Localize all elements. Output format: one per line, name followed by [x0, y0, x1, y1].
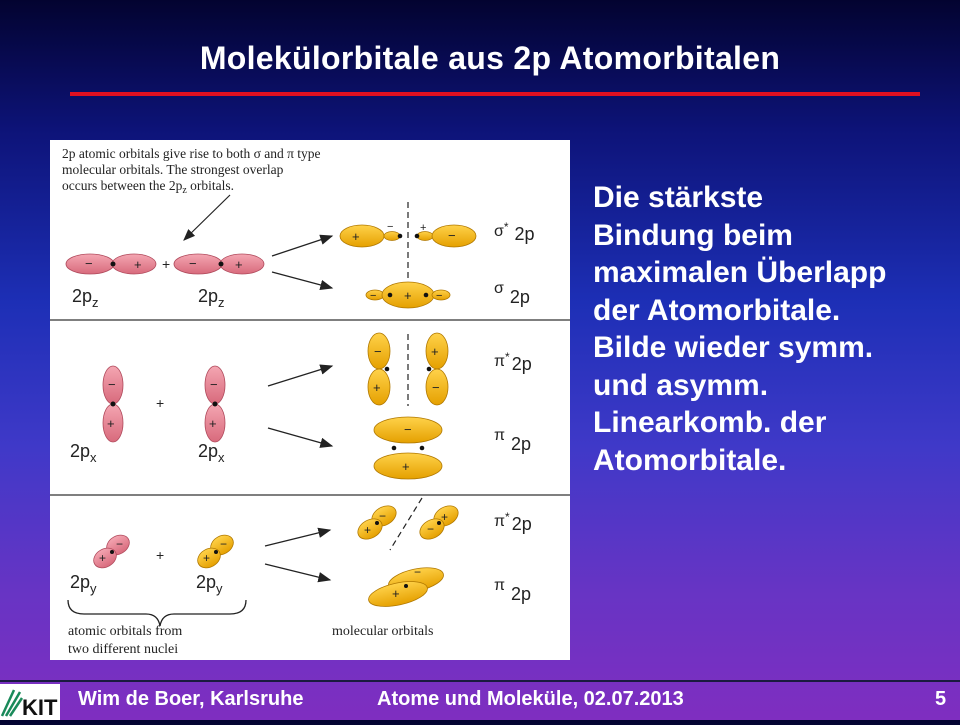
page-number: 5 [935, 688, 947, 710]
plus-operator: + [162, 256, 171, 272]
label-2px-right: $2p_x$ [198, 441, 225, 465]
explanation-line: Die stärkste [593, 181, 764, 214]
minus-sign: − [374, 344, 382, 359]
minus-sign: − [448, 228, 456, 243]
orbital-figure [50, 140, 570, 660]
mo-pi-star-2py [354, 502, 462, 544]
kit-logo-mark [0, 684, 60, 720]
mo-pi-2py [366, 563, 445, 611]
intro-line-3: occurs between the $2p_z$ orbitals. [62, 178, 235, 196]
caption-molecular: molecular orbitals [332, 624, 434, 639]
plus-sign: + [107, 416, 115, 431]
minus-sign: − [427, 522, 435, 536]
minus-sign: − [436, 290, 443, 302]
minus-sign: − [370, 290, 377, 302]
minus-sign: − [210, 377, 218, 392]
plus-sign: + [373, 380, 381, 395]
intro-line-1: 2p atomic orbitals give rise to both σ and π type [62, 146, 321, 161]
minus-sign: − [220, 537, 228, 551]
explanation-line: Atomorbitale. [593, 443, 787, 477]
arrow-to-pi [265, 564, 330, 580]
minus-sign: − [108, 377, 116, 392]
explanation-line: und asymm. [593, 368, 769, 402]
plus-operator: + [156, 547, 165, 563]
grouping-brace [68, 600, 246, 626]
explanation-text [593, 179, 958, 479]
intro-line-2: molecular orbitals. The strongest overlap [62, 162, 284, 177]
explanation-line: Bilde wieder symm. [593, 331, 874, 364]
minus-sign: − [414, 565, 422, 579]
plus-sign: + [431, 344, 439, 359]
plus-sign: + [364, 523, 372, 537]
label-pi-star-2p: π* 2p [494, 510, 532, 534]
explanation-line: Linearkomb. der [593, 406, 827, 439]
footer-author: Wim de Boer, Karlsruhe [78, 688, 304, 710]
plus-sign: + [420, 222, 427, 234]
footer-lecture: Atome und Moleküle, 02.07.2013 [377, 688, 684, 710]
intro-pointer-arrow [184, 195, 230, 240]
minus-sign: − [189, 256, 197, 271]
plus-sign: + [404, 288, 412, 303]
atomic-orbital-2pz-right [174, 254, 264, 274]
label-pi-2p: π 2p [494, 577, 532, 604]
plus-sign: + [209, 416, 217, 431]
caption-atomic-line-2: two different nuclei [68, 642, 179, 657]
minus-sign: − [432, 380, 440, 395]
plus-sign: + [99, 551, 107, 565]
plus-sign: + [352, 229, 360, 244]
arrow-to-sigma-star [272, 236, 332, 256]
label-sigma-star-2p: σ* 2p [494, 220, 535, 244]
plus-sign: + [235, 257, 243, 272]
minus-sign: − [387, 221, 394, 233]
minus-sign: − [404, 422, 412, 437]
label-sigma-2p: σ 2p [494, 280, 530, 307]
label-2py-right: $2p_y$ [196, 572, 223, 596]
plus-sign: + [392, 586, 400, 601]
arrow-to-pi-star [265, 530, 330, 546]
atomic-orbital-2py-left [90, 531, 133, 572]
footer-divider [0, 680, 960, 682]
arrow-to-sigma [272, 272, 332, 288]
atomic-orbital-2py-right [194, 531, 237, 572]
plus-sign: + [441, 510, 449, 524]
label-2pz-right: $2p_z$ [198, 286, 225, 310]
atomic-orbital-2px-left [103, 366, 123, 442]
arrow-to-pi-star [268, 366, 332, 386]
label-pi-2p: π 2p [494, 427, 532, 454]
plus-operator: + [156, 395, 165, 411]
atomic-orbital-2pz-left [66, 254, 156, 274]
arrow-to-pi [268, 428, 332, 446]
mo-pi-2px [374, 417, 442, 479]
label-2px-left: $2p_x$ [70, 441, 97, 465]
slide-title: Molekülorbitale aus 2p Atomorbitalen [199, 40, 781, 76]
plus-sign: + [203, 551, 211, 565]
minus-sign: − [85, 256, 93, 271]
nodal-plane [390, 498, 422, 550]
explanation-line: der Atomorbitale. [593, 293, 841, 327]
explanation-line: Bindung beim [593, 218, 793, 252]
orbital-diagram [50, 140, 570, 660]
kit-logo [0, 684, 60, 720]
atomic-orbital-2px-right [205, 366, 225, 442]
kit-logo-text: KIT [22, 695, 58, 720]
label-2pz-left: $2p_z$ [72, 286, 99, 310]
label-2py-left: $2p_y$ [70, 572, 97, 596]
mo-sigma-2p [366, 282, 450, 308]
explanation-line: maximalen Überlapp [593, 256, 887, 289]
title-underline [70, 92, 920, 96]
caption-atomic-line-1: atomic orbitals from [68, 624, 183, 639]
minus-sign: − [379, 509, 387, 523]
minus-sign: − [116, 537, 124, 551]
plus-sign: + [402, 459, 410, 474]
plus-sign: + [134, 257, 142, 272]
label-pi-star-2p: π* 2p [494, 350, 532, 374]
